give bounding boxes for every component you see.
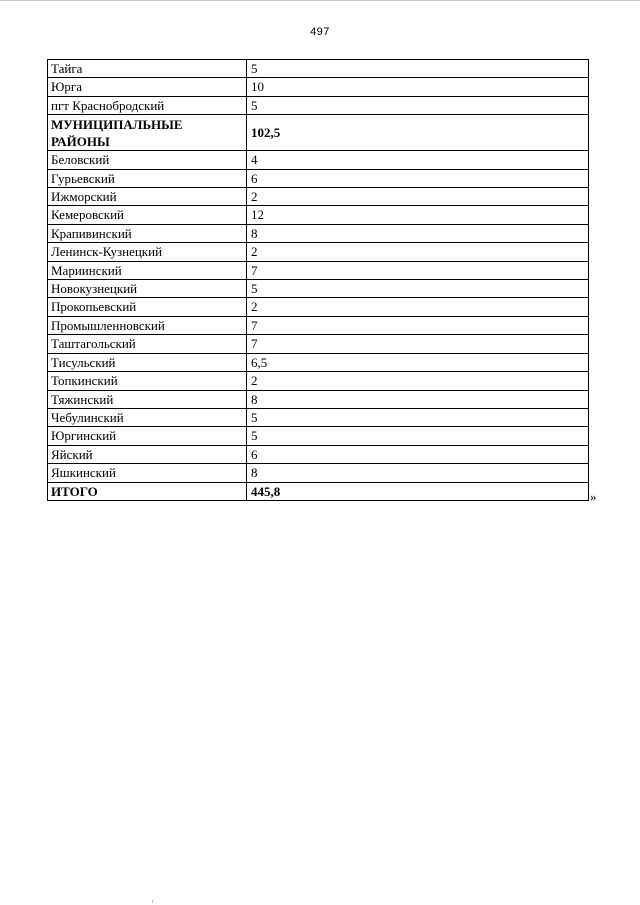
row-name: Топкинский [48,372,247,390]
table-row [48,188,589,206]
row-value: 6 [247,445,589,463]
row-value: 5 [247,427,589,445]
table-row [48,96,589,114]
row-value: 4 [247,151,589,169]
row-value: 10 [247,78,589,96]
top-rule [0,0,640,1]
table-row [48,298,589,316]
row-value: 7 [247,261,589,279]
row-value: 5 [247,96,589,114]
table-row [48,408,589,426]
table-row [48,316,589,334]
row-name: Крапивинский [48,224,247,242]
section-header-row [48,115,589,151]
table-row [48,353,589,371]
table-row [48,390,589,408]
table-row [48,427,589,445]
row-value: 2 [247,243,589,261]
row-name: Юрга [48,78,247,96]
table-row [48,169,589,187]
row-value: 7 [247,335,589,353]
row-name: Промышленновский [48,316,247,334]
table-row [48,335,589,353]
closing-quote: » [590,489,597,504]
data-table [47,59,589,501]
section-value: 102,5 [247,115,589,151]
row-name: Яйский [48,445,247,463]
row-name: Гурьевский [48,169,247,187]
row-value: 5 [247,408,589,426]
total-row [48,482,589,500]
total-value: 445,8 [247,482,589,500]
row-name: Ижморский [48,188,247,206]
table-row [48,372,589,390]
row-value: 5 [247,280,589,298]
table-row [48,280,589,298]
table-row [48,261,589,279]
total-label: ИТОГО [48,482,247,500]
section-name: МУНИЦИПАЛЬНЫЕ РАЙОНЫ [48,115,247,151]
table-row [48,206,589,224]
table-row [48,464,589,482]
table-row [48,151,589,169]
row-value: 2 [247,188,589,206]
table-row [48,60,589,78]
row-name: Прокопьевский [48,298,247,316]
row-name: Тисульский [48,353,247,371]
row-value: 8 [247,224,589,242]
row-value: 8 [247,390,589,408]
row-name: Таштагольский [48,335,247,353]
row-name: Яшкинский [48,464,247,482]
row-value: 2 [247,372,589,390]
row-name: Беловский [48,151,247,169]
page-number: 497 [310,26,330,38]
table-row [48,78,589,96]
table-row [48,445,589,463]
table-row [48,243,589,261]
row-name: Юргинский [48,427,247,445]
row-name: Ленинск-Кузнецкий [48,243,247,261]
row-name: Мариинский [48,261,247,279]
row-value: 5 [247,60,589,78]
row-name: Тяжинский [48,390,247,408]
row-value: 6,5 [247,353,589,371]
row-name: Кемеровский [48,206,247,224]
table-row [48,224,589,242]
row-value: 8 [247,464,589,482]
row-name: Тайга [48,60,247,78]
row-name: пгт Краснобродский [48,96,247,114]
row-value: 6 [247,169,589,187]
row-value: 12 [247,206,589,224]
row-value: 2 [247,298,589,316]
row-name: Новокузнецкий [48,280,247,298]
scan-artifact-mark [152,900,153,903]
row-name: Чебулинский [48,408,247,426]
row-value: 7 [247,316,589,334]
